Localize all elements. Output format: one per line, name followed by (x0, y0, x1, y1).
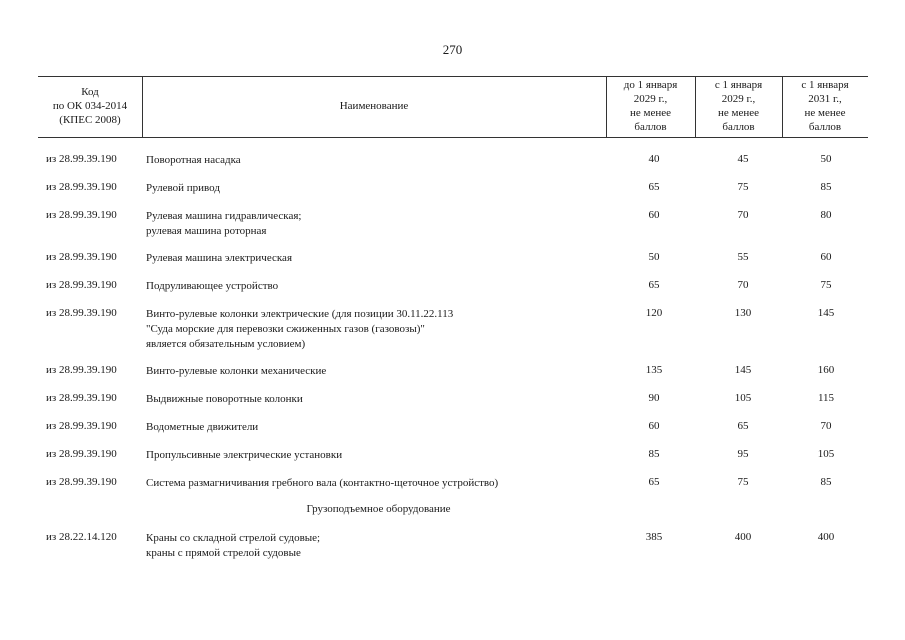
row-name: Система размагничивания гребного вала (контактно-щеточное устройство) (146, 477, 499, 489)
row-score-from-2029: 130 (734, 307, 752, 319)
row-score-before-2029: 135 (645, 364, 663, 376)
row-name: Рулевая машина электрическая (146, 252, 293, 264)
header-code: Код по ОК 034-2014 (КПЕС 2008) (52, 86, 128, 126)
row-score-from-2031: 75 (820, 279, 832, 291)
row-score-from-2031: 80 (820, 209, 832, 221)
row-score-before-2029: 60 (648, 209, 660, 221)
row-score-from-2029: 65 (737, 420, 749, 432)
row-name: Пропульсивные электрические установки (146, 449, 343, 461)
row-score-from-2031: 85 (820, 476, 832, 488)
header-col-from-2029: с 1 января 2029 г., не менее баллов (714, 79, 763, 133)
row-name: Поворотная насадка (146, 154, 241, 166)
row-code: из 28.99.39.190 (46, 420, 117, 432)
row-score-before-2029: 385 (645, 531, 663, 543)
row-score-before-2029: 85 (648, 448, 660, 460)
row-code: из 28.99.39.190 (46, 364, 117, 376)
row-name: Водометные движители (146, 421, 259, 433)
row-score-before-2029: 65 (648, 279, 660, 291)
row-code: из 28.99.39.190 (46, 251, 117, 263)
row-score-from-2029: 70 (737, 209, 749, 221)
row-score-from-2031: 400 (817, 531, 835, 543)
row-name: Рулевая машина гидравлическая; рулевая машина роторная (146, 210, 302, 237)
row-name: Рулевой привод (146, 182, 220, 194)
row-name: Винто-рулевые колонки электрические (для позиции 30.11.22.113 "Суда морские для перевозки сжиженных газов (газовозы)" является обязательным условием) (146, 308, 454, 350)
row-score-before-2029: 60 (648, 420, 660, 432)
row-code: из 28.99.39.190 (46, 476, 117, 488)
row-score-from-2029: 95 (737, 448, 749, 460)
row-score-from-2031: 105 (817, 448, 835, 460)
row-score-from-2029: 145 (734, 364, 752, 376)
row-code: из 28.99.39.190 (46, 209, 117, 221)
row-score-from-2031: 60 (820, 251, 832, 263)
section-title: Грузоподъемное оборудование (306, 503, 451, 515)
row-score-from-2031: 145 (817, 307, 835, 319)
row-code: из 28.99.39.190 (46, 392, 117, 404)
row-score-before-2029: 90 (648, 392, 660, 404)
row-score-before-2029: 50 (648, 251, 660, 263)
row-score-from-2029: 400 (734, 531, 752, 543)
row-name: Выдвижные поворотные колонки (146, 393, 303, 405)
row-score-from-2029: 105 (734, 392, 752, 404)
row-score-from-2029: 55 (737, 251, 749, 263)
table-header-bottom-rule (38, 137, 868, 138)
row-code: из 28.99.39.190 (46, 307, 117, 319)
row-code: из 28.99.39.190 (46, 448, 117, 460)
row-code: из 28.22.14.120 (46, 531, 117, 543)
row-score-before-2029: 65 (648, 181, 660, 193)
row-score-before-2029: 40 (648, 153, 660, 165)
table-header-top-rule (38, 76, 868, 77)
header-col-before-2029: до 1 января 2029 г., не менее баллов (623, 79, 678, 133)
row-score-from-2029: 75 (737, 181, 749, 193)
row-name: Краны со складной стрелой судовые; краны с прямой стрелой судовые (146, 532, 321, 559)
row-score-before-2029: 65 (648, 476, 660, 488)
header-name: Наименование (339, 100, 409, 112)
row-score-from-2029: 45 (737, 153, 749, 165)
row-score-from-2031: 50 (820, 153, 832, 165)
row-score-from-2029: 70 (737, 279, 749, 291)
row-score-from-2031: 160 (817, 364, 835, 376)
page-number: 270 (442, 42, 463, 57)
row-code: из 28.99.39.190 (46, 181, 117, 193)
row-score-from-2031: 85 (820, 181, 832, 193)
row-score-before-2029: 120 (645, 307, 663, 319)
row-code: из 28.99.39.190 (46, 153, 117, 165)
row-name: Подруливающее устройство (146, 280, 279, 292)
row-score-from-2029: 75 (737, 476, 749, 488)
header-col-from-2031: с 1 января 2031 г., не менее баллов (801, 79, 849, 133)
row-score-from-2031: 115 (817, 392, 835, 404)
row-score-from-2031: 70 (820, 420, 832, 432)
row-code: из 28.99.39.190 (46, 279, 117, 291)
row-name: Винто-рулевые колонки механические (146, 365, 327, 377)
